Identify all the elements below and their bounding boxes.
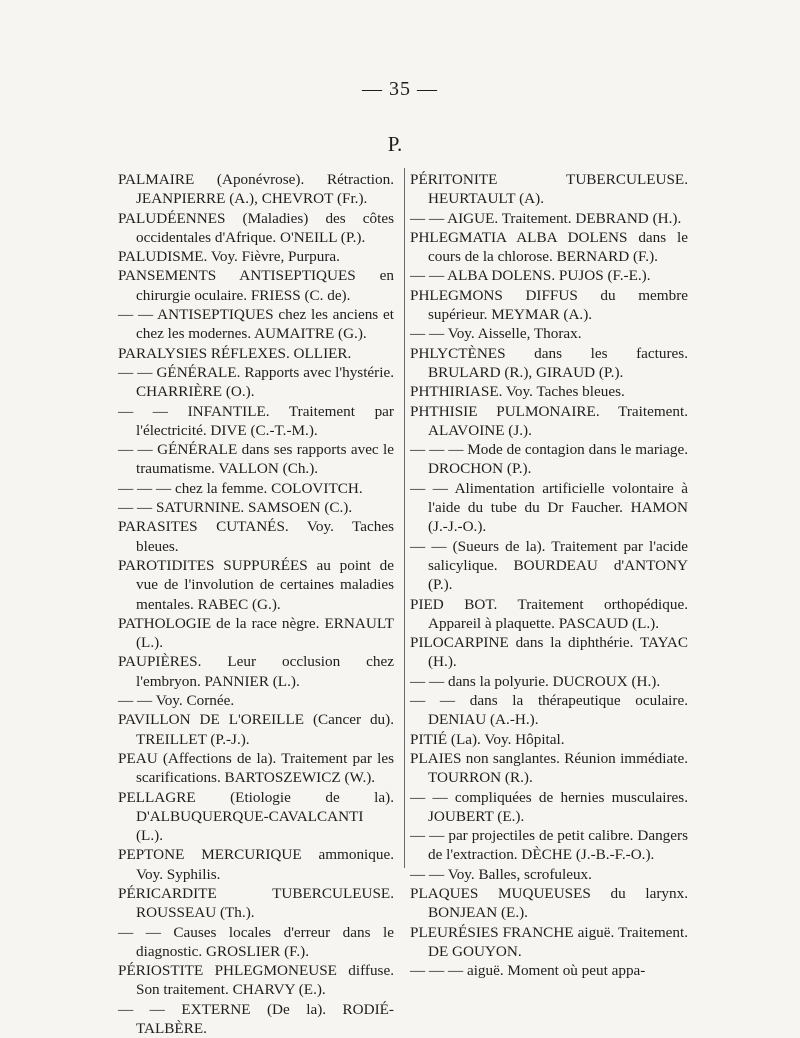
- index-entry: PALMAIRE (Aponévrose). Rétraction. JEANPIERRE (A.), CHEVROT (Fr.).: [118, 171, 394, 208]
- index-entry: PIED BOT. Traitement orthopédique. Appareil à plaquette. PASCAUD (L.).: [410, 595, 688, 632]
- left-column: [118, 170, 394, 1038]
- index-entry: — — SATURNINE. SAMSOEN (C.).: [118, 499, 353, 517]
- index-entry: PEPTONE MERCURIQUE ammonique. Voy. Syphilis.: [118, 846, 394, 883]
- index-entry: PANSEMENTS ANTISEPTIQUES en chirurgie oculaire. FRIESS (C. de).: [118, 267, 394, 304]
- index-entry: PAROTIDITES SUPPURÉES au point de vue de l'involution de certaines maladies mentales. RABEC (G.).: [118, 556, 394, 613]
- section-letter: P.: [387, 132, 403, 156]
- index-entry: PALUDISME. Voy. Fièvre, Purpura.: [118, 248, 340, 266]
- index-entry: PITIÉ (La). Voy. Hôpital.: [410, 730, 565, 748]
- index-entry: — — Voy. Aisselle, Thorax.: [410, 325, 582, 343]
- index-entry: PEAU (Affections de la). Traitement par les scarifications. BARTOSZEWICZ (W.).: [118, 749, 394, 787]
- index-entry: — — Voy. Cornée.: [118, 692, 235, 710]
- index-entry: PATHOLOGIE de la race nègre. ERNAULT (L.).: [118, 614, 394, 652]
- index-entry: — — compliquées de hernies musculaires. JOUBERT (E.).: [410, 788, 688, 825]
- index-entry: — — — aiguë. Moment où peut appa-: [410, 962, 646, 980]
- index-entry: PARASITES CUTANÉS. Voy. Taches bleues.: [118, 518, 394, 555]
- index-entry: PHTHISIE PULMONAIRE. Traitement. ALAVOINE (J.).: [410, 402, 688, 439]
- index-entry: PILOCARPINE dans la diphthérie. TAYAC (H.).: [410, 634, 688, 671]
- index-entry: — — — chez la femme. COLOVITCH.: [118, 479, 363, 497]
- index-entry: — — INFANTILE. Traitement par l'électricité. DIVE (C.-T.-M.).: [118, 402, 394, 439]
- index-entry: — — Voy. Balles, scrofuleux.: [410, 865, 592, 883]
- index-entry: — — ANTISEPTIQUES chez les anciens et chez les modernes. AUMAITRE (G.).: [118, 306, 394, 343]
- index-entry: PELLAGRE (Etiologie de la). D'ALBUQUERQUE-CAVALCANTI (L.).: [118, 788, 394, 845]
- index-entry: — — GÉNÉRALE dans ses rapports avec le traumatisme. VALLON (Ch.).: [118, 441, 394, 478]
- index-entry: PLAIES non sanglantes. Réunion immédiate. TOURRON (R.).: [410, 749, 688, 787]
- index-entry: — — dans la thérapeutique oculaire. DENIAU (A.-H.).: [410, 692, 688, 729]
- index-entry: PHLEGMATIA ALBA DOLENS dans le cours de la chlorose. BERNARD (F.).: [410, 228, 688, 266]
- index-entry: — — EXTERNE (De la). RODIÉ-TALBÈRE.: [118, 1000, 394, 1038]
- index-entry: — — Alimentation artificielle volontaire à l'aide du tube du Dr Faucher. HAMON (J.-J.-O.).: [410, 479, 688, 536]
- page-number: — 35 —: [362, 78, 438, 100]
- index-entry: PHLEGMONS DIFFUS du membre supérieur. MEYMAR (A.).: [410, 286, 688, 324]
- index-entry: PHLYCTÈNES dans les factures. BRULARD (R.), GIRAUD (P.).: [410, 344, 688, 381]
- index-entry: — — Causes locales d'erreur dans le diagnostic. GROSLIER (F.).: [118, 923, 394, 960]
- index-entry: — — — Mode de contagion dans le mariage. DROCHON (P.).: [410, 441, 688, 478]
- index-entry: — — par projectiles de petit calibre. Dangers de l'extraction. DÈCHE (J.-B.-F.-O.).: [410, 827, 688, 864]
- index-entry: PHTHIRIASE. Voy. Taches bleues.: [410, 383, 625, 401]
- index-entry: PAUPIÈRES. Leur occlusion chez l'embryon. PANNIER (L.).: [118, 653, 394, 690]
- index-entry: PÉRICARDITE TUBERCULEUSE. ROUSSEAU (Th.).: [118, 884, 394, 922]
- index-entry: PALUDÉENNES (Maladies) des côtes occidentales d'Afrique. O'NEILL (P.).: [118, 209, 394, 246]
- index-entry: PLEURÉSIES FRANCHE aiguë. Traitement. DE GOUYON.: [410, 923, 688, 960]
- right-column: [410, 170, 688, 980]
- column-divider: [404, 168, 405, 868]
- index-entry: PÉRITONITE TUBERCULEUSE. HEURTAULT (A).: [410, 171, 688, 208]
- index-entry: — — dans la polyurie. DUCROUX (H.).: [410, 672, 661, 690]
- index-entry: — — ALBA DOLENS. PUJOS (F.-E.).: [410, 267, 651, 285]
- index-entry: — — (Sueurs de la). Traitement par l'acide salicylique. BOURDEAU d'ANTONY (P.).: [410, 537, 688, 594]
- index-entry: — — AIGUE. Traitement. DEBRAND (H.).: [410, 209, 682, 227]
- index-entry: — — GÉNÉRALE. Rapports avec l'hystérie. CHARRIÈRE (O.).: [118, 363, 394, 401]
- index-entry: PÉRIOSTITE PHLEGMONEUSE diffuse. Son traitement. CHARVY (E.).: [118, 962, 394, 999]
- index-entry: PAVILLON DE L'OREILLE (Cancer du). TREILLET (P.-J.).: [118, 711, 394, 748]
- index-entry: PLAQUES MUQUEUSES du larynx. BONJEAN (E.).: [410, 884, 688, 922]
- index-entry: PARALYSIES RÉFLEXES. OLLIER.: [118, 344, 352, 362]
